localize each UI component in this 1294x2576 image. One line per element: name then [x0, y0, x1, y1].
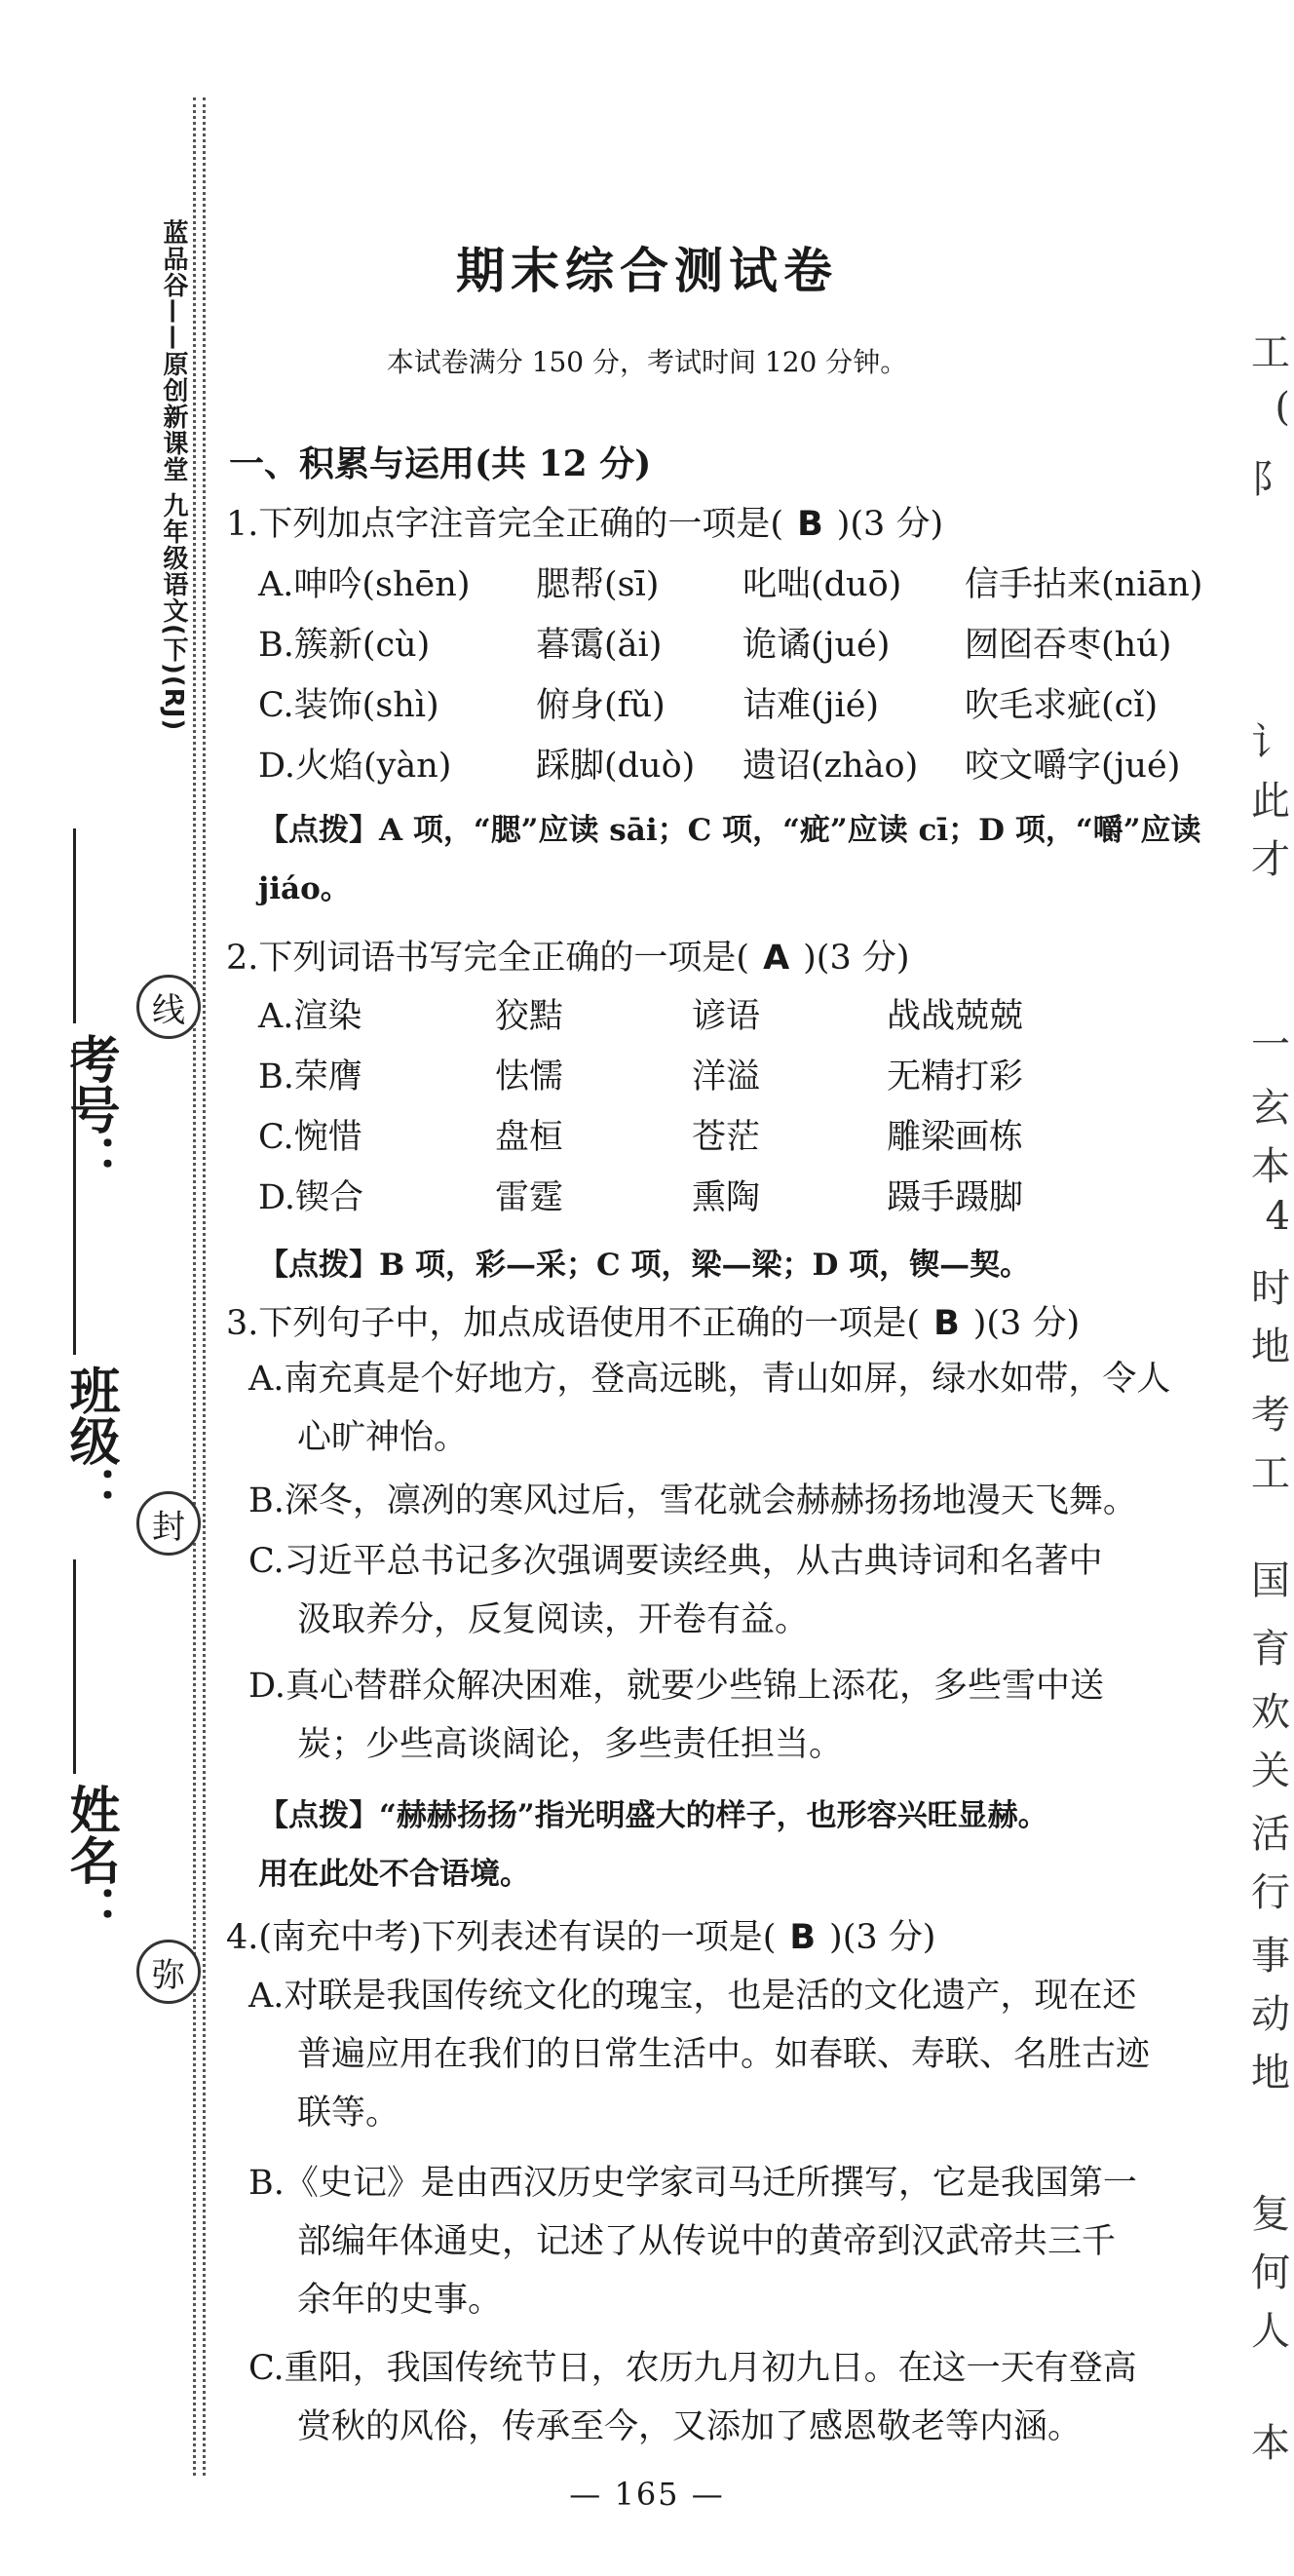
question-3-option-d: D.真心替群众解决困难，就要少些锦上添花，多些雪中送 炭；少些高谈阔论，多些责任担当。: [248, 1667, 1104, 1764]
q1-option-row4-col2: 踩脚(duò): [536, 747, 696, 786]
q2-option-row3-col1: C.惋惜: [258, 1118, 362, 1157]
q1-option-row1-col4: 信手拈来(niān): [965, 565, 1203, 604]
dotted-binding-line: [193, 97, 196, 2476]
q1-option-row3-col1: C.装饰(shì): [258, 686, 439, 725]
adjacent-page-glyph: 行: [1251, 1870, 1290, 1915]
adjacent-page-glyph: 工: [1251, 330, 1290, 375]
exam-no-label: 考号：: [60, 1033, 120, 1185]
q1-option-row3-col3: 诘难(jié): [742, 686, 880, 725]
question-3-option-b: B.深冬，凛冽的寒风过后，雪花就会赫赫扬扬地漫天飞舞。: [248, 1481, 1137, 1520]
seal-mi-circle: 弥: [136, 1940, 201, 2004]
q1-option-row2-col4: 囫囵吞枣(hú): [965, 626, 1172, 665]
dotted-binding-line-2: [203, 97, 206, 2476]
q2-option-row4-col1: D.锲合: [258, 1178, 363, 1217]
q2-option-row3-col2: 盘桓: [495, 1118, 564, 1157]
question-2-tip: 【点拨】B 项，彩—采；C 项，梁—梁；D 项，锲—契。: [258, 1248, 1031, 1283]
adjacent-page-glyph: 关: [1251, 1749, 1290, 1793]
adjacent-page-glyph: 人: [1251, 2309, 1290, 2354]
seal-xian-circle: 线: [136, 975, 201, 1039]
adjacent-page-glyph: 考: [1251, 1393, 1290, 1438]
q2-option-row2-col1: B.荣膺: [258, 1057, 362, 1096]
adjacent-page-glyph: 本: [1251, 2421, 1290, 2466]
adjacent-page-glyph: 时: [1251, 1266, 1290, 1311]
name-blank[interactable]: [73, 1559, 76, 1774]
q2-option-row1-col4: 战战兢兢: [887, 997, 1024, 1036]
q1-option-row2-col2: 暮霭(ǎi): [536, 626, 663, 665]
q2-option-row1-col2: 狡黠: [495, 997, 564, 1036]
question-4-option-b: B.《史记》是由西汉历史学家司马迁所撰写，它是我国第一 部编年体通史，记述了从传说中的黄帝到汉武帝共三千 余年的史事。: [248, 2164, 1137, 2320]
adjacent-page-glyph: 事: [1251, 1934, 1290, 1979]
adjacent-page-glyph: 讠: [1251, 720, 1290, 765]
question-4-stem: 4.(南充中考)下列表述有误的一项是( B )(3 分): [226, 1918, 936, 1957]
adjacent-page-glyph: 阝: [1251, 457, 1290, 502]
question-4-option-c: C.重阳，我国传统节日，农历九月初九日。在这一天有登高 赏秋的风俗，传承至今，又添加了感恩敬老等内涵。: [248, 2349, 1137, 2446]
q1-option-row3-col4: 吹毛求疵(cǐ): [965, 686, 1159, 725]
seal-feng-circle: 封: [136, 1491, 201, 1556]
adjacent-page-glyph: 地: [1251, 1325, 1290, 1369]
adjacent-page-glyph: 本: [1251, 1144, 1290, 1189]
section-heading: 一、积累与运用(共 12 分): [229, 443, 652, 484]
adjacent-page-glyph: 国: [1251, 1558, 1290, 1603]
question-3-option-c: C.习近平总书记多次强调要读经典，从古典诗词和名著中 汲取养分，反复阅读，开卷有益。: [248, 1542, 1103, 1639]
adjacent-page-glyph: (: [1275, 385, 1290, 430]
adjacent-page-glyph: 才: [1251, 837, 1290, 882]
adjacent-page-glyph: 工: [1251, 1451, 1290, 1496]
page-title: 期末综合测试卷: [456, 242, 838, 299]
question-3-tip: 【点拨】“赫赫扬扬”指光明盛大的样子，也形容兴旺显赫。 用在此处不合语境。: [258, 1798, 1048, 1892]
adjacent-page-glyph: 4: [1265, 1194, 1290, 1239]
q1-option-row1-col3: 叱咄(duō): [742, 565, 902, 604]
exam-no-blank[interactable]: [73, 828, 76, 1023]
binding-sideband: [0, 0, 195, 2576]
adjacent-page-glyph: 地: [1251, 2051, 1290, 2095]
q2-option-row1-col3: 谚语: [692, 997, 761, 1036]
q2-option-row2-col2: 怯懦: [495, 1057, 564, 1096]
page-number: — 165 —: [569, 2476, 725, 2513]
adjacent-page-glyph: 此: [1251, 779, 1290, 824]
question-1-stem: 1.下列加点字注音完全正确的一项是( B )(3 分): [226, 505, 944, 544]
question-1-answer: B: [797, 505, 823, 544]
adjacent-page-glyph: 玄: [1251, 1086, 1290, 1131]
q1-option-row2-col3: 诡谲(jué): [742, 626, 891, 665]
adjacent-page-glyph: 活: [1251, 1812, 1290, 1857]
question-4-option-a: A.对联是我国传统文化的瑰宝，也是活的文化遗产，现在还 普遍应用在我们的日常生活中。如春联、寿联、名胜古迹 联等。: [248, 1977, 1151, 2133]
q2-option-row2-col3: 洋溢: [692, 1057, 761, 1096]
question-3-answer: B: [933, 1304, 960, 1343]
question-1-tip: 【点拨】A 项，“腮”应读 sāi；C 项，“疵”应读 cī；D 项，“嚼”应读 jiáo。: [258, 813, 1201, 906]
q2-option-row4-col3: 熏陶: [692, 1178, 761, 1217]
adjacent-page-glyph: 复: [1251, 2192, 1290, 2237]
name-label: 姓名：: [60, 1784, 120, 1936]
q2-option-row4-col4: 蹑手蹑脚: [887, 1178, 1024, 1217]
adjacent-page-glyph: 一: [1251, 1022, 1290, 1067]
adjacent-page-edge: [1251, 0, 1294, 2576]
q1-option-row4-col3: 遗诏(zhào): [742, 747, 919, 786]
q1-option-row4-col4: 咬文嚼字(jué): [965, 747, 1181, 786]
question-4-answer: B: [789, 1918, 817, 1957]
adjacent-page-glyph: 动: [1251, 1992, 1290, 2037]
q2-option-row1-col1: A.渲染: [258, 997, 362, 1036]
q1-option-row4-col1: D.火焰(yàn): [258, 747, 452, 786]
question-3-option-a: A.南充真是个好地方，登高远眺，青山如屏，绿水如带，令人 心旷神怡。: [248, 1360, 1171, 1457]
class-label: 班级：: [60, 1365, 120, 1517]
q1-option-row3-col2: 俯身(fǔ): [536, 686, 666, 725]
q2-option-row2-col4: 无精打彩: [887, 1057, 1024, 1096]
exam-info: 本试卷满分 150 分，考试时间 120 分钟。: [386, 346, 908, 378]
adjacent-page-glyph: 欢: [1251, 1690, 1290, 1735]
q2-option-row4-col2: 雷霆: [495, 1178, 564, 1217]
question-3-stem: 3.下列句子中，加点成语使用不正确的一项是( B )(3 分): [226, 1304, 1081, 1343]
series-label: 蓝品谷——原创新课堂 九年级语文(下)(RJ): [159, 219, 188, 732]
q2-option-row3-col3: 苍茫: [692, 1118, 761, 1157]
adjacent-page-glyph: 育: [1251, 1627, 1290, 1672]
q2-option-row3-col4: 雕梁画栋: [887, 1118, 1024, 1157]
question-2-answer: A: [763, 939, 790, 978]
question-2-stem: 2.下列词语书写完全正确的一项是( A )(3 分): [226, 939, 910, 978]
q1-option-row1-col2: 腮帮(sī): [536, 565, 660, 604]
q1-option-row1-col1: A.呻吟(shēn): [258, 565, 471, 604]
adjacent-page-glyph: 何: [1251, 2250, 1290, 2295]
q1-option-row2-col1: B.簇新(cù): [258, 626, 431, 665]
